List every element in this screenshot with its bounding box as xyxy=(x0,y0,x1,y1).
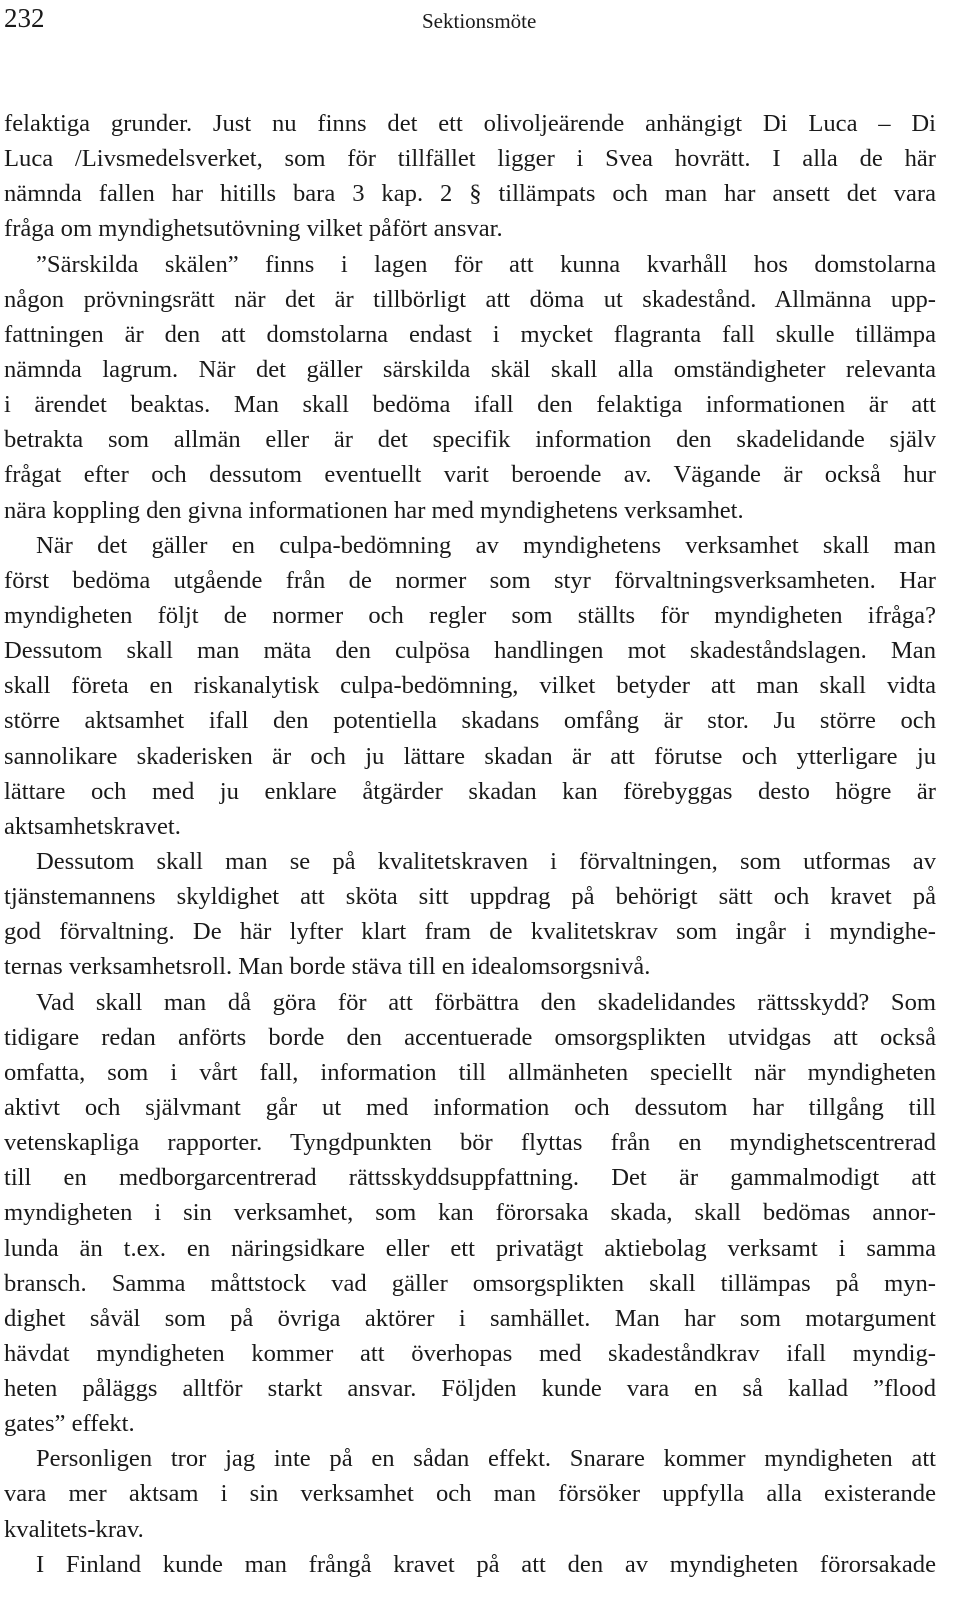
text-line: hävdat myndigheten kommer att överhopas med skadeståndkrav ifall myndig- xyxy=(4,1339,936,1367)
text-line: nära koppling den givna informationen har med myndighetens verksamhet. xyxy=(4,496,744,524)
text-line: tidigare redan anförts borde den accentuerade omsorgsplikten utvidgas att också xyxy=(4,1023,936,1051)
text-line: betrakta som allmän eller är det specifik information den skadelidande själv xyxy=(4,426,936,454)
text-line: till en medborgarcentrerad rättsskyddsuppfattning. Det är gammalmodigt att xyxy=(4,1164,936,1192)
text-line: nämnda lagrum. När det gäller särskilda skäl skall alla omständigheter relevanta xyxy=(4,355,936,383)
text-line: bransch. Samma måttstock vad gäller omsorgsplikten skall tillämpas på myn- xyxy=(4,1269,936,1297)
text-line: skall företa en riskanalytisk culpa-bedömning, vilket betyder att man skall vidta xyxy=(4,672,936,700)
text-line: dighet såväl som på övriga aktörer i samhället. Man har som motargument xyxy=(4,1304,936,1332)
paragraph-first-line: ”Särskilda skälen” finns i lagen för att kunna kvarhåll hos domstolarna xyxy=(36,250,936,278)
text-line: kvalitets-krav. xyxy=(4,1515,144,1543)
text-line: tjänstemannens skyldighet att sköta sitt uppdrag på behörigt sätt och kravet på xyxy=(4,883,936,911)
text-line: omfatta, som i vårt fall, information till allmänheten speciellt när myndigheten xyxy=(4,1058,936,1086)
text-line: god förvaltning. De här lyfter klart fram de kvalitetskrav som ingår i myndighe- xyxy=(4,918,936,946)
text-line: större aktsamhet ifall den potentiella skadans omfång är stor. Ju större och xyxy=(4,707,936,735)
text-line: någon prövningsrätt när det är tillbörligt att döma ut skadestånd. Allmänna upp- xyxy=(4,285,936,313)
text-line: myndigheten följt de normer och regler som ställts för myndigheten ifråga? xyxy=(4,601,936,629)
text-line: fråga om myndighetsutövning vilket påfört ansvar. xyxy=(4,215,503,243)
text-line: fattningen är den att domstolarna endast i mycket flagranta fall skulle tillämpa xyxy=(4,320,936,348)
paragraph-first-line: Vad skall man då göra för att förbättra den skadelidandes rättsskydd? Som xyxy=(36,988,936,1016)
text-line: heten påläggs alltför starkt ansvar. Följden kunde vara en så kallad ”flood xyxy=(4,1375,936,1403)
paragraph-first-line: I Finland kunde man frångå kravet på att den av myndigheten förorsakade xyxy=(36,1550,936,1578)
text-line: lättare och med ju enklare åtgärder skadan kan förebyggas desto högre är xyxy=(4,777,936,805)
text-line: aktsamhetskravet. xyxy=(4,812,181,840)
text-line: frågat efter och dessutom eventuellt varit beroende av. Vägande är också hur xyxy=(4,461,936,489)
text-line: myndigheten i sin verksamhet, som kan förorsaka skada, skall bedömas annor- xyxy=(4,1199,936,1227)
text-line: vetenskapliga rapporter. Tyngdpunkten bör flyttas från en myndighetscentrerad xyxy=(4,1129,936,1157)
text-line: lunda än t.ex. en näringsidkare eller ett privatägt aktiebolag verksamt i samma xyxy=(4,1234,936,1262)
body-text xyxy=(4,106,936,1582)
paragraph-first-line: När det gäller en culpa-bedömning av myndighetens verksamhet skall man xyxy=(36,531,936,559)
text-line: nämnda fallen har hitills bara 3 kap. 2 § tillämpats och man har ansett det vara xyxy=(4,180,936,208)
text-line: Dessutom skall man mäta den culpösa handlingen mot skadeståndslagen. Man xyxy=(4,637,936,665)
text-line: ternas verksamhetsroll. Man borde stäva till en idealomsorgsnivå. xyxy=(4,953,651,981)
page-number: 232 xyxy=(4,3,45,33)
page-header xyxy=(0,0,960,60)
text-line: felaktiga grunder. Just nu finns det ett olivoljeärende anhängigt Di Luca – Di xyxy=(4,110,936,137)
paragraph-first-line: Personligen tror jag inte på en sådan effekt. Snarare kommer myndigheten att xyxy=(36,1445,936,1473)
paragraph-first-line: Dessutom skall man se på kvalitetskraven i förvaltningen, som utformas av xyxy=(36,847,936,875)
text-line: aktivt och självmant går ut med information och dessutom har tillgång till xyxy=(4,1093,936,1121)
running-head: Sektionsmöte xyxy=(422,9,537,33)
text-line: sannolikare skaderisken är och ju lättare skadan är att förutse och ytterligare ju xyxy=(4,742,936,770)
text-line: i ärendet beaktas. Man skall bedöma ifall den felaktiga informationen är att xyxy=(4,391,936,419)
text-line: gates” effekt. xyxy=(4,1410,135,1438)
text-line: vara mer aktsam i sin verksamhet och man försöker uppfylla alla existerande xyxy=(4,1480,936,1508)
text-line: Luca /Livsmedelsverket, som för tillfället ligger i Svea hovrätt. I alla de här xyxy=(4,145,936,173)
text-line: först bedöma utgående från de normer som styr förvaltningsverksamheten. Har xyxy=(4,566,936,594)
